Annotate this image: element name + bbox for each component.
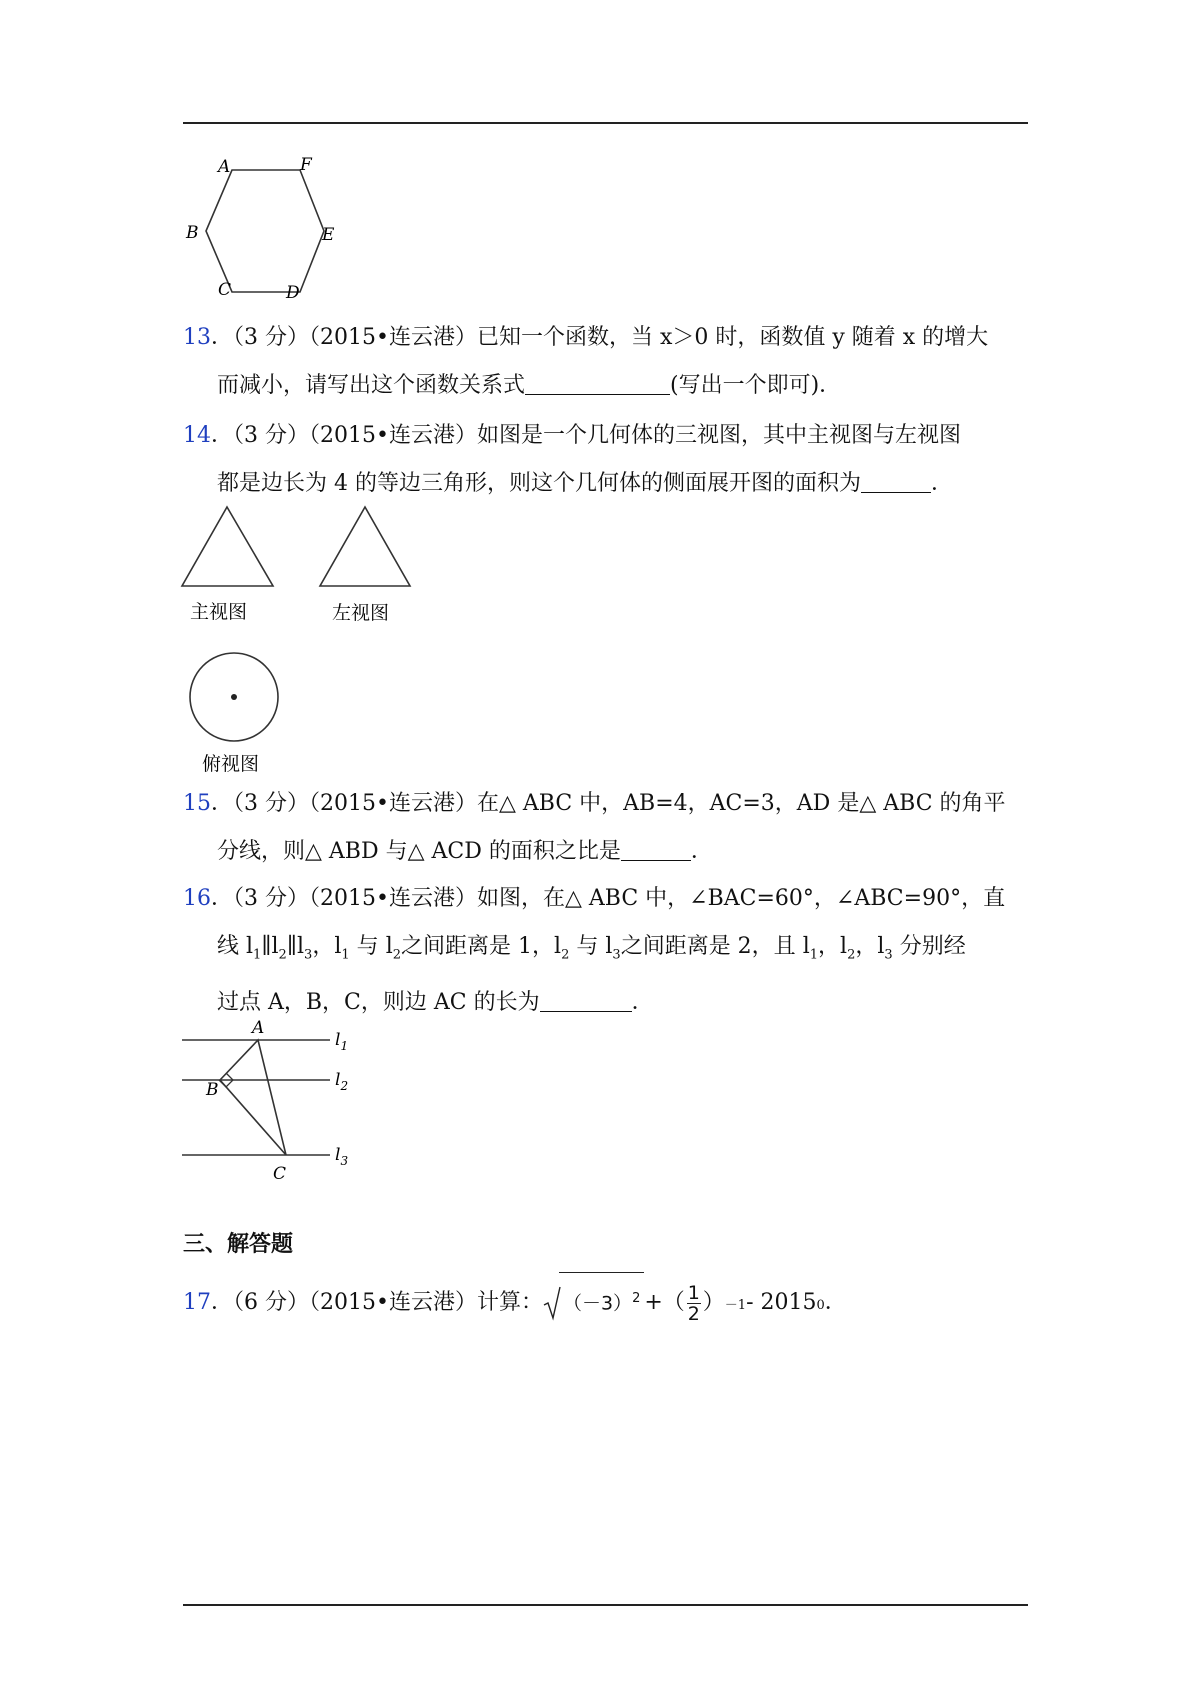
point-label-a: A (252, 1018, 265, 1038)
question-16 (183, 875, 1033, 1027)
question-number: 16 (183, 886, 211, 911)
front-view-label: 主视图 (190, 601, 248, 623)
question-text: ．（3 分）（2015•连云港）如图，在△ ABC 中，∠BAC=60°，∠ABC=90°，直 (211, 886, 1006, 911)
three-views-figure (180, 505, 440, 775)
fraction: 1 2 (687, 1281, 700, 1325)
triangle-abc (220, 1040, 286, 1155)
vertex-label-a: A (218, 157, 231, 177)
question-text: 分线，则△ ABD 与△ ACD 的面积之比是 (217, 839, 621, 864)
question-text: 都是边长为 4 的等边三角形，则这个几何体的侧面展开图的面积为 (217, 471, 861, 496)
question-14 (183, 412, 1033, 508)
question-number: 15 (183, 791, 211, 816)
header-rule (183, 122, 1028, 124)
vertex-label-c: C (218, 280, 232, 300)
front-view-triangle (182, 507, 273, 586)
left-view-label: 左视图 (332, 602, 390, 624)
footer-rule (183, 1604, 1028, 1606)
radicand: $(-3)^2$ (559, 1272, 644, 1327)
question-text: ． (690, 839, 713, 864)
line-label-l2: $l_2$ (335, 1070, 349, 1093)
left-view-triangle (320, 507, 410, 586)
section-title: 三、解答题 (183, 1232, 294, 1257)
question-text: ． (631, 990, 654, 1016)
hexagon-shape (206, 170, 324, 292)
vertex-label-b: B (186, 223, 199, 243)
question-number: 13 (183, 325, 211, 350)
hexagon-figure (180, 150, 340, 300)
question-15 (183, 780, 1033, 876)
answer-blank (621, 840, 691, 861)
line-label-l3: $l_3$ (335, 1145, 349, 1168)
question-number: 14 (183, 423, 211, 448)
question-text: (写出一个即可)． (670, 373, 842, 398)
question-17 (183, 1276, 1033, 1330)
question-text: ． (931, 471, 954, 496)
question-text-line2: 线 $l_1\parallel l_2\parallel l_3$，$l_1$ 与 $l_2$之间距离是 1，$l_2$ 与 $l_3$之间距离是 2，且 $l_1$，$l_2$，$l_3$ 分别经 (217, 934, 966, 963)
answer-blank (525, 374, 670, 395)
question-number: 17 (183, 1290, 211, 1315)
question-13 (183, 314, 1033, 410)
vertex-label-e: E (322, 225, 335, 245)
question-text: 过点 A，B，C，则边 AC 的长为 (217, 990, 540, 1016)
point-label-c: C (273, 1164, 287, 1184)
vertex-label-d: D (286, 283, 300, 300)
question-text: ．（3 分）（2015•连云港）如图是一个几何体的三视图，其中主视图与左视图 (211, 423, 961, 448)
math-expression: $(-3)^2$ +（ 1 2 ） －1 - 2015 0 ． (543, 1276, 847, 1330)
line-label-l1: $l_1$ (335, 1030, 349, 1053)
vertex-label-f: F (300, 155, 312, 175)
parallel-lines-figure (180, 1015, 370, 1185)
answer-blank (540, 991, 632, 1012)
question-text: ．（6 分）（2015•连云港）计算： (211, 1290, 543, 1315)
top-view-label: 俯视图 (202, 753, 260, 775)
question-text: ．（3 分）（2015•连云港）在△ ABC 中，AB=4，AC=3，AD 是△ ABC 的角平 (211, 791, 1006, 816)
top-view-center-dot (231, 694, 237, 700)
question-text: ．（3 分）（2015•连云港）已知一个函数，当 x＞0 时，函数值 y 随着 x 的增大 (211, 325, 989, 350)
question-text: 而减小，请写出这个函数关系式 (217, 373, 526, 398)
point-label-b: B (206, 1080, 219, 1100)
answer-blank (861, 472, 931, 493)
